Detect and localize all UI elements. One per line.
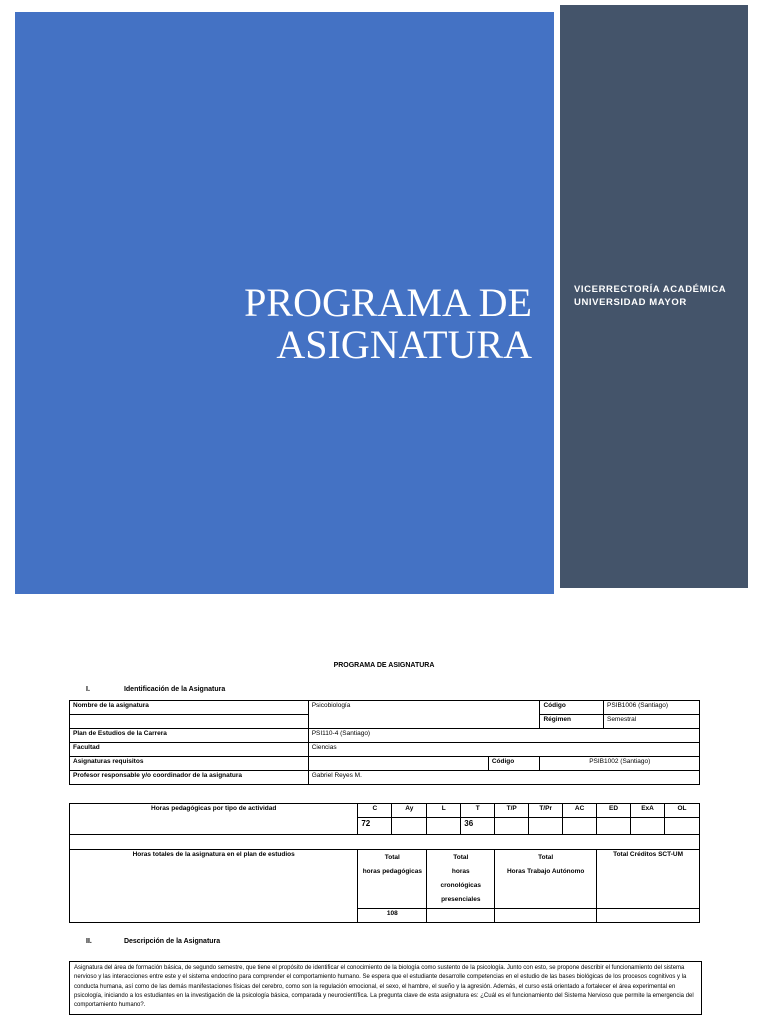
table-row: [70, 771, 700, 785]
spacer-row: [70, 835, 700, 850]
document-title: PROGRAMA DE ASIGNATURA: [333, 662, 435, 669]
table-row: [70, 835, 700, 850]
total-ped-l1: Total: [384, 854, 400, 861]
type-l: L: [427, 804, 461, 818]
codigo-value: PSIB1006 (Santiago): [603, 701, 699, 715]
requisitos-value: [308, 757, 488, 771]
total-cron-l3: cronológicas: [440, 882, 481, 889]
total-cron-l1: Total: [453, 854, 469, 861]
section-2-heading: [86, 938, 220, 945]
total-cron-header: [427, 850, 495, 909]
facultad-value: Ciencias: [308, 743, 699, 757]
regimen-label: Régimen: [540, 715, 604, 729]
type-exa: ExA: [631, 804, 665, 818]
table-row: [70, 850, 700, 909]
total-aut-header: [495, 850, 597, 909]
table-row: [70, 701, 700, 715]
profesor-value: Gabriel Reyes M.: [308, 771, 699, 785]
course-description: Asignatura del área de formación básica, de segundo semestre, que tiene el propósito de identificar el conocimiento de la biología como sustento de la psicología. Junto con esto, se propone describir el funcionamiento del sistema nervioso y las interacciones entre este y el sistema endocrino para comprender el comportamiento humano. Se espera que el estudiante desarrolle competencias en el estudio de las bases biológicas de los procesos cognitivos y la conducta humana, así como de las demás manifestaciones físicas del cerebro, como son la regulación emocional, el sexo, el hambre, el sueño y la agresión. Además, el curso está orientado a fortalecer el área experimental en psicología, iniciando a los estudiantes en la investigación de la psicología básica, comparada y neurocientífica. La pregunta clave de esta asignatura es: ¿Cuál es el funcionamiento del Sistema Nervioso que permite la emergencia del comportamiento humano?.: [69, 961, 702, 1015]
section-1-number: I.: [86, 686, 90, 693]
total-cron-l4: presenciales: [441, 896, 481, 903]
value-exa: [631, 818, 665, 835]
type-ed: ED: [597, 804, 631, 818]
table-row: [70, 729, 700, 743]
cover-organization: [574, 283, 742, 309]
type-ol: OL: [665, 804, 700, 818]
total-aut-value: [495, 909, 597, 923]
table-row: [70, 757, 700, 771]
profesor-label: Profesor responsable y/o coordinador de la asignatura: [70, 771, 309, 785]
value-ac: [563, 818, 597, 835]
activity-label: Horas pedagógicas por tipo de actividad: [70, 804, 358, 835]
cover-blue-panel: [15, 12, 554, 594]
value-tp: [495, 818, 529, 835]
value-ol: [665, 818, 700, 835]
total-cred-value: [597, 909, 700, 923]
requisitos-codigo-label: Código: [488, 757, 540, 771]
total-aut-l2: Horas Trabajo Autónomo: [506, 868, 585, 875]
total-cron-value: [427, 909, 495, 923]
value-c: 72: [358, 818, 392, 835]
nombre-label: Nombre de la asignatura: [70, 701, 309, 715]
cover-title: [244, 282, 532, 366]
cover-dark-panel: [560, 5, 748, 588]
table-row: [70, 743, 700, 757]
cover-org-line2: UNIVERSIDAD MAYOR: [574, 297, 687, 308]
requisitos-codigo-value: PSIB1002 (Santiago): [540, 757, 700, 771]
table-row: [70, 804, 700, 818]
hours-table: [69, 803, 700, 923]
codigo-label: Código: [540, 701, 604, 715]
cover-org-line1: VICERRECTORÍA ACADÉMICA: [574, 284, 727, 295]
facultad-label: Facultad: [70, 743, 309, 757]
section-1-heading: [86, 686, 225, 693]
type-t: T: [461, 804, 495, 818]
total-cred-header: Total Créditos SCT-UM: [597, 850, 700, 909]
requisitos-label: Asignaturas requisitos: [70, 757, 309, 771]
cover-title-line1: PROGRAMA DE: [244, 280, 532, 325]
total-ped-value: 108: [358, 909, 427, 923]
nombre-value: Psicobiología: [308, 701, 540, 729]
section-2-title: Descripción de la Asignatura: [123, 938, 221, 945]
value-ay: [392, 818, 427, 835]
type-ac: AC: [563, 804, 597, 818]
type-tp: T/P: [495, 804, 529, 818]
plan-label: Plan de Estudios de la Carrera: [70, 729, 309, 743]
total-ped-l2: horas pedagógicas: [362, 868, 422, 875]
identification-table: [69, 700, 700, 785]
value-t: 36: [461, 818, 495, 835]
type-c: C: [358, 804, 392, 818]
type-ay: Ay: [392, 804, 427, 818]
total-cron-l2: horas: [451, 868, 470, 875]
cover-title-line2: ASIGNATURA: [276, 322, 532, 367]
type-tpr: T/Pr: [529, 804, 563, 818]
plan-value: PSI110-4 (Santiago): [308, 729, 699, 743]
nombre-label-spacer: [70, 715, 309, 729]
total-aut-l1: Total: [538, 854, 554, 861]
value-l: [427, 818, 461, 835]
value-tpr: [529, 818, 563, 835]
totals-label: Horas totales de la asignatura en el plan de estudios: [70, 850, 358, 923]
section-1-title: Identificación de la Asignatura: [123, 686, 226, 693]
regimen-value: Semestral: [603, 715, 699, 729]
total-ped-header: [358, 850, 427, 909]
value-ed: [597, 818, 631, 835]
section-2-number: II.: [86, 938, 92, 945]
